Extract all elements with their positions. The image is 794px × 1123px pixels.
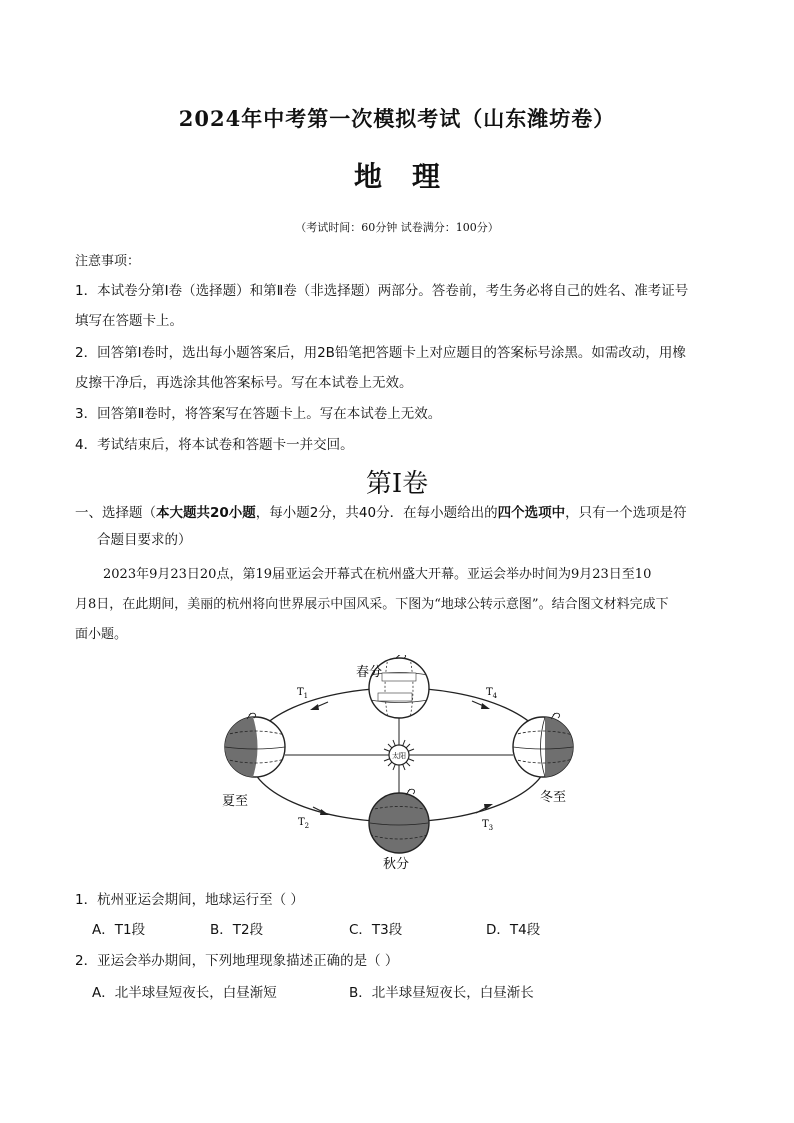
label-spring-equinox: 春分 [356, 665, 383, 680]
sun [383, 739, 415, 771]
question-1-option-c: C．T3段 [349, 922, 403, 938]
instruction-mid: ，每小题2分，共40分．在每小题给出的 [255, 505, 498, 521]
notice-item-2 [75, 338, 723, 398]
notice-item-2-line1: 2．回答第Ⅰ卷时，选出每小题答案后，用2B铅笔把答题卡上对应题目的答案标号涂黑。如需改动，用橡 [75, 345, 686, 361]
passage-line3: 面小题。 [75, 627, 128, 642]
subject-title: 地理 [353, 160, 470, 193]
notice-item-3-line1: 3．回答第Ⅱ卷时，将答案写在答题卡上。写在本试卷上无效。 [75, 406, 442, 422]
section-title: 第Ⅰ卷 [365, 469, 429, 499]
label-t3: $T_3$ [482, 819, 494, 832]
question-1-option-b: B．T2段 [210, 922, 264, 938]
question-2-option-a: A．北半球昼短夜长，白昼渐短 [92, 985, 277, 1001]
earth-summer-solstice [225, 713, 285, 777]
earth-autumn-equinox [369, 789, 429, 853]
question-2-stem: 2．亚运会举办期间，下列地理现象描述正确的是（ ） [75, 953, 399, 969]
notice-heading: 注意事项： [75, 254, 141, 269]
notice-item-1-line2: 填写在答题卡上。 [75, 313, 183, 329]
question-2-option-b: B．北半球昼短夜长，白昼渐长 [349, 985, 534, 1001]
instruction-bold-2: 四个选项中 [497, 505, 566, 521]
sun-label: 太阳 [392, 752, 406, 760]
passage-line1: 2023年9月23日20点，第19届亚运会开幕式在杭州盛大开幕。亚运会举办时间为9月23日至10 [103, 567, 652, 582]
earth-revolution-diagram [210, 655, 590, 875]
label-autumn-equinox: 秋分 [383, 857, 410, 872]
instruction-prefix: 一、选择题（ [75, 505, 156, 521]
notice-item-1-line1: 1．本试卷分第Ⅰ卷（选择题）和第Ⅱ卷（非选择题）两部分。答卷前，考生务必将自己的姓名、准考证号 [75, 283, 689, 299]
passage [75, 560, 723, 650]
notice-item-2-line2: 皮擦干净后，再选涂其他答案标号。写在本试卷上无效。 [75, 375, 413, 391]
label-winter-solstice: 冬至 [540, 790, 567, 805]
arrow-t4 [472, 701, 490, 709]
passage-line2: 月8日，在此期间，美丽的杭州将向世界展示中国风采。下图为“地球公转示意图”。结合图文材料完成下 [75, 597, 669, 612]
section-instruction [75, 500, 725, 554]
question-1-option-d: D．T4段 [486, 922, 541, 938]
question-1-stem: 1．杭州亚运会期间，地球运行至（ ） [75, 892, 304, 908]
notice-item-1 [75, 276, 723, 336]
label-summer-solstice: 夏至 [222, 794, 249, 809]
notice-item-4-line1: 4．考试结束后，将本试卷和答题卡一并交回。 [75, 437, 354, 453]
earth-winter-solstice [513, 713, 573, 777]
exam-info: （考试时间：60分钟 试卷满分：100分） [295, 221, 499, 234]
label-t4: $T_4$ [486, 687, 498, 700]
notice-item-4 [75, 430, 723, 460]
arrow-t1 [310, 702, 328, 710]
label-t2: $T_2$ [298, 817, 310, 830]
question-1-option-a: A．T1段 [92, 922, 146, 938]
notice-item-3 [75, 399, 723, 429]
exam-title: 2024年中考第一次模拟考试（山东潍坊卷） [178, 106, 616, 131]
instruction-suffix: ，只有一个选项是符 [565, 505, 687, 521]
instruction-bold-1: 本大题共20小题 [156, 505, 256, 521]
instruction-line2: 合题目要求的） [97, 532, 192, 548]
label-t1: $T_1$ [297, 687, 309, 700]
